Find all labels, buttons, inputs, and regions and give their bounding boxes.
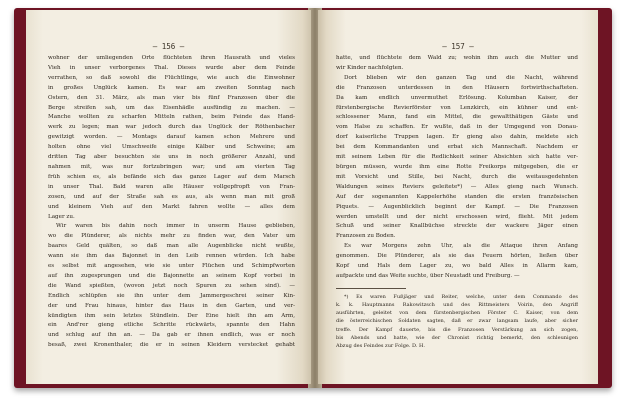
text-line: gewitzigt worden. — Montags darauf kamen schon Mehrere und [48, 134, 295, 141]
text-line: Wir waren bis dahin noch immer in unserm Hause geblieben, [56, 223, 295, 230]
right-page [318, 10, 598, 384]
text-line: Lager zu. [48, 213, 75, 220]
text-line: zosen, und auf der Straße sah es aus, als wenn man mit groß [48, 193, 295, 200]
text-line: Es war Morgens zehn Uhr, als die Attaque ihren Anfang [344, 243, 578, 250]
text-line: genommen. Die Plünderer, als sie das Feuern hörten, ließen über [336, 253, 578, 260]
text-line: auf ihn zugesprungen und die Bajonnette an seinem Kopf vorbei in [48, 272, 295, 279]
text-line: Franzosen zu Boden. [336, 233, 396, 240]
text-line: dorf kaiserliche Truppen lagen. Er gieng also dahin, meldete sich [336, 134, 578, 141]
text-line: werk zu legen; man war jedoch durch das Unglück der Röthenbacher [48, 124, 295, 131]
left-page [26, 10, 311, 384]
text-line: in unser Thal. Bald waren alle Häuser vollgepfropft von Fran- [48, 183, 295, 190]
text-line: Auf der sogenannten Kappelerhöhe standen die ersten französischen [336, 193, 578, 200]
text-line: ein And'rer gieng etliche Schritte rückwärts, spannte den Hahn [48, 322, 295, 329]
text-line: wir Kinder nachfolgten. [336, 64, 404, 71]
text-line: mit Vorsicht und Stille, bei Nacht, durch die weitausgedehnten [336, 173, 578, 180]
text-line: bei dem Kommandanten und erbat sich Mannschaft. Nachdem er [336, 144, 578, 151]
text-line: *) Es waren Fußjäger und Reiter, welche, unter dem Commando des [344, 293, 578, 300]
text-line: bis Abends und hatte, wie der Chronist richtig bemerkt, den schleunigen [336, 334, 578, 341]
text-line: mit seinem Leben für die Redlichkeit seiner Absichten sich hatte ver- [336, 154, 578, 161]
footnote [336, 293, 578, 350]
text-line: der und Frau hinaus, hinter das Haus in den Garten, und ver- [48, 302, 295, 309]
text-line: Manche wollten zu scharfen Mitteln rathen, beim Feinde das Hand- [48, 114, 295, 121]
left-page-text [48, 54, 295, 351]
text-line: baares Geld quälten, so daß man alle Augenblicke nicht wußte, [48, 243, 295, 250]
text-line: Ostern, den 31. März, als man vier bis fünf Franzosen über die [48, 94, 295, 101]
open-book [8, 2, 617, 394]
text-line: hatte, und flüchtete dem Wald zu; wohin ihm auch die Mutter und [336, 55, 578, 61]
text-line: k. k. Hauptmanns Rakowitzsch und des Rittmeisters Voirin, den Angriff [336, 302, 578, 309]
text-line: Abzug des Feindes zur Folge. D. H. [336, 343, 425, 350]
text-line: holten ohne viel Umschweife einige Kälber und Schweine; am [48, 144, 295, 151]
text-line: wohner der umliegenden Orte flüchteten ihren Hausrath und vieles [48, 55, 295, 61]
text-line: früh schien es, als befände sich das ganze Lager auf dem Marsch [48, 173, 295, 180]
text-line: Da kam endlich unvermuthet Erlösung. Kolumban Kaiser, der [336, 94, 578, 101]
text-line: dritten Tag aber besuchten sie uns in noch größerer Anzahl, und [48, 154, 295, 161]
text-line: in großes Unglück kamen. Es war am zweiten Sonntag nach [48, 84, 295, 91]
text-line: verrathen, so daß sowohl die Flüchtlinge, wie auch die Einwohner [48, 74, 295, 81]
text-line: wo die Plünderer, als nichts mehr zu finden war, den Vater um [48, 233, 295, 240]
text-line: Piquets. — Augenblicklich beginnt der Kampf. — Die Franzosen [336, 203, 578, 210]
text-line: fürstenbergische Revierförster von Lenzkirch, ein kühner und ent- [336, 104, 578, 111]
text-line: und schlug auf ihn an. — Da gab er ihnen endlich, was er noch [48, 332, 295, 339]
text-line: Endlich schlüpfen sie ihn unter dem Jammergeschrei seiner Kin- [48, 292, 295, 299]
text-line: und kleinem Vieh auf den Markt fahren wollte — alles dem [48, 203, 295, 210]
right-page-body [336, 54, 578, 282]
text-line: Waldungen seines Reviers geleitete*) — Alles gieng nach Wunsch. [336, 183, 578, 190]
text-line: wann sie ihm das Bajonnet in den Leib rennen würden. Ich habe [48, 253, 295, 260]
text-line: werden umstellt und der nicht erschossen wird, flieht. Mit jedem [336, 213, 578, 220]
text-line: aufpackte und das Weite suchte, über Neustadt und Freiburg. — [336, 272, 520, 279]
text-line: Schuß und seiner Knallbüchse streckte der wackere Jäger einen [336, 223, 578, 230]
text-line: besaß, zwei Kronenthaler, die er in seinen Kleidern verstecket gehabt [48, 342, 295, 349]
right-page-text [336, 54, 578, 350]
text-line: Berge streifen sah, um das Eisenhädle ausfündig zu machen. — [48, 104, 295, 111]
text-line: Vieh in unser verborgenes Thal. Dieses wurde aber dem Feinde [48, 64, 295, 71]
text-line: nahmen mit, was nur fortzubringen war; und am vierten Tag [48, 163, 295, 170]
text-line: Kopf und Hals dem Lager zu, wo bald Alles in Allarm kam, [336, 263, 578, 270]
text-line: die österreichischen Soldaten sagten, daß er zwar langsam laufe, aber sicher [336, 318, 578, 325]
text-line: treffe. Der Kampf dauerte, bis die Franzosen Verstärkung an sich zogen, [336, 326, 578, 333]
text-line: schlossener Mann, fand ein Mittel, die gewaltthätigen Gäste und [336, 114, 578, 121]
text-line: vom Halse zu schaffen. Er wußte, daß in der Umgegend von Donau- [336, 124, 578, 131]
text-line: kündigten ihm sein letztes Stündlein. Der Eine hielt ihn am Arm, [48, 312, 295, 319]
text-line: Dort blieben wir den ganzen Tag und die Nacht, während [344, 74, 578, 81]
text-line: die Wand spießten, (wovon jetzt noch Spuren zu sehen sind). — [48, 282, 295, 289]
text-line: bürgen müssen, wurde ihm eine Rotte Freikorps mitgegeben, die er [336, 163, 578, 170]
footnote-rule [336, 288, 406, 289]
page-number-left: — 156 — [152, 42, 185, 51]
page-number-right: — 157 — [442, 42, 474, 51]
text-line: ausführten, geleitet von dem fürstenbergischen Förster C. Kaiser, von dem [336, 310, 578, 317]
text-line: es selbst mit angesehen, wie sie unter Flüchen und Schimpfworten [48, 263, 295, 270]
text-line: die Franzosen unterdessen in den Häusern fortwirthschafteten. [336, 84, 578, 91]
